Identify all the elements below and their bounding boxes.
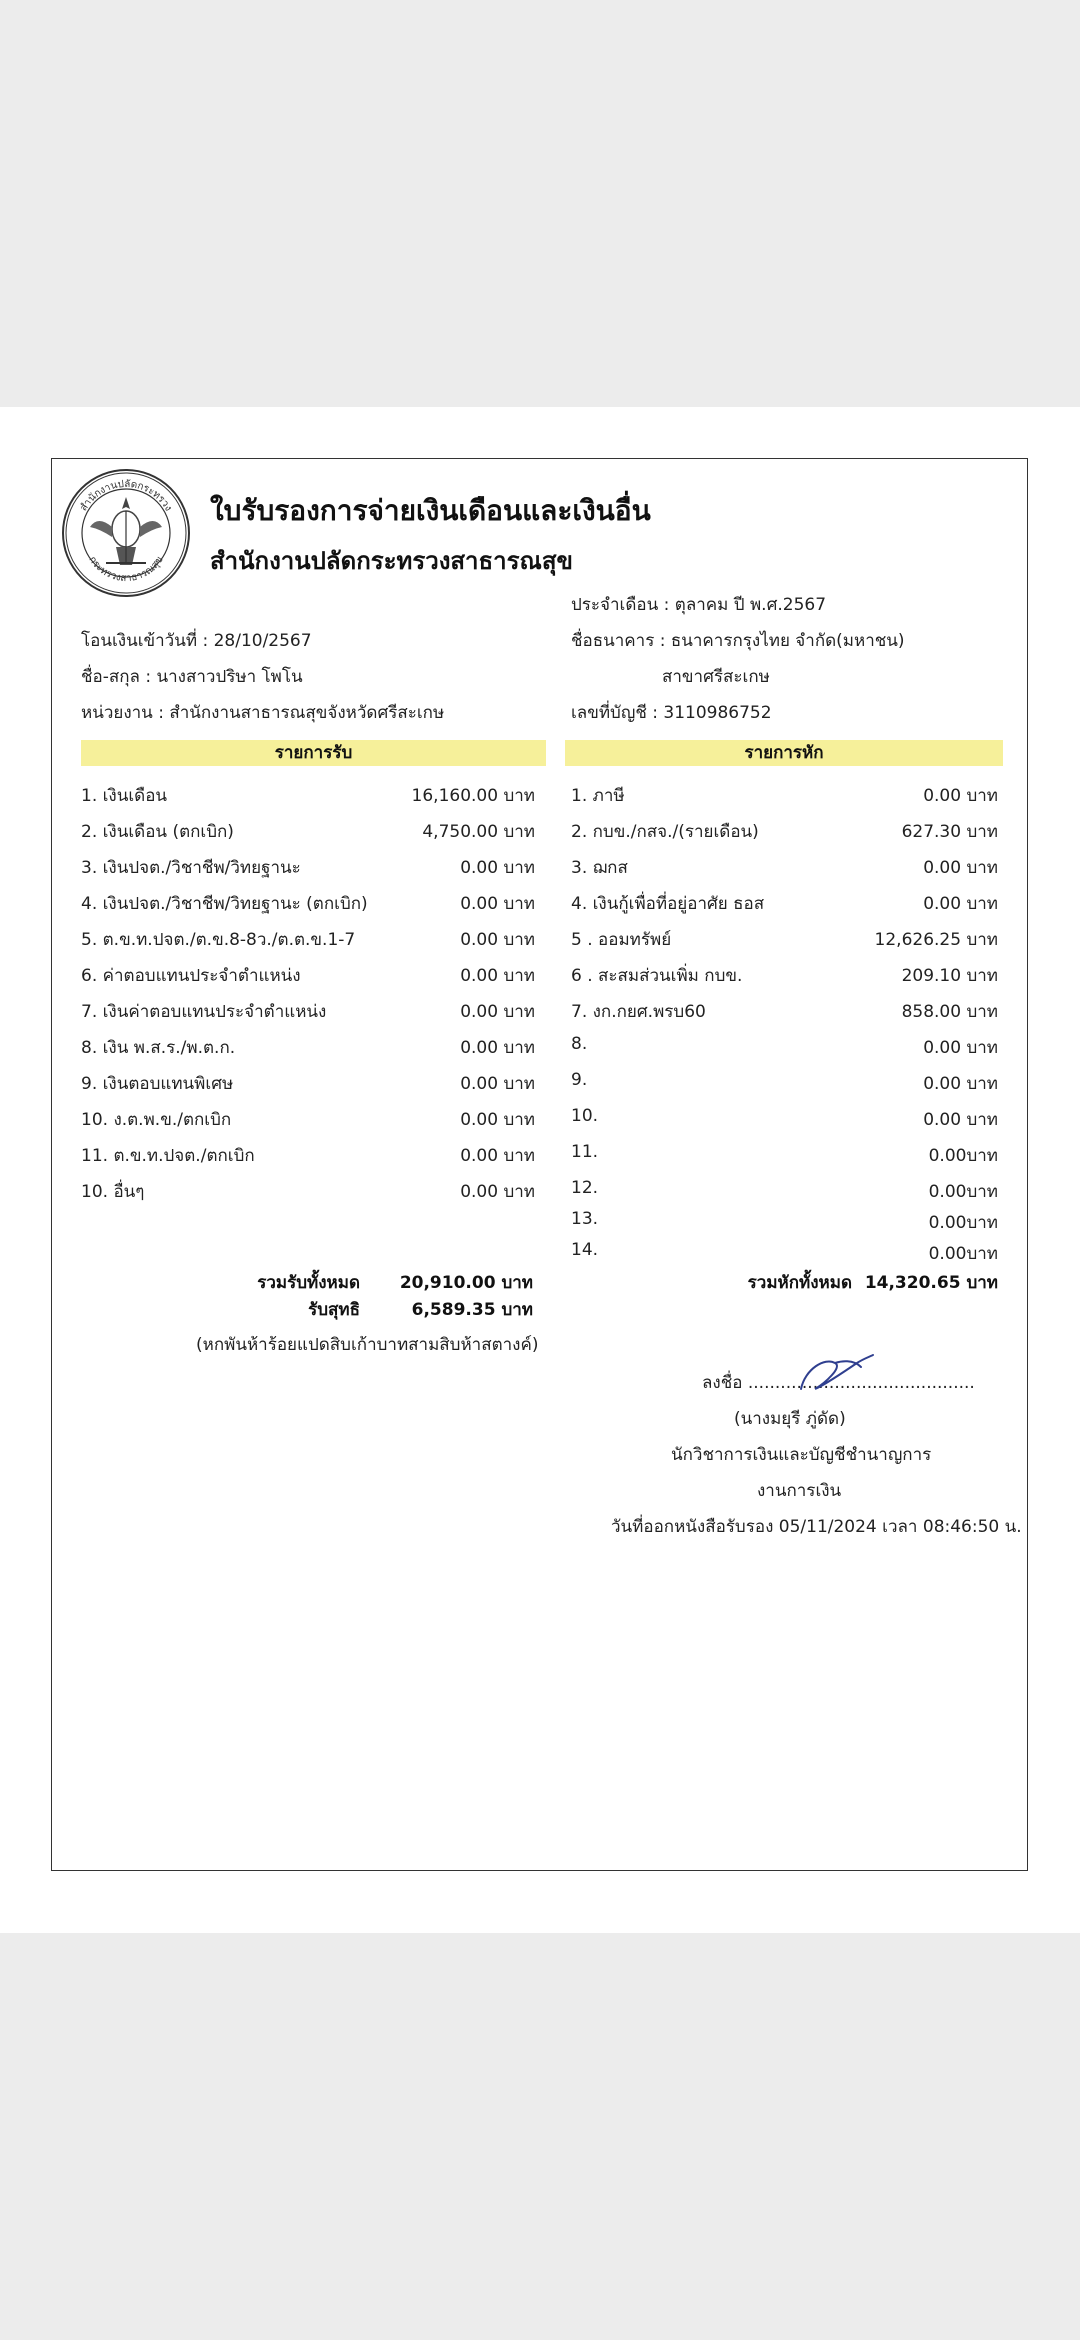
income-item-label: 6. ค่าตอบแทนประจำตำแหน่ง [81,966,301,986]
deduction-item-amount: 0.00 บาท [923,1074,998,1094]
deduction-item-amount: 0.00 บาท [923,894,998,914]
income-item-amount: 0.00 บาท [460,1182,535,1202]
deduction-item-label: 1. ภาษี [571,786,625,806]
deduction-item-amount: 0.00บาท [928,1213,998,1233]
income-item-amount: 0.00 บาท [460,930,535,950]
income-total-value: 20,910.00 บาท [399,1273,533,1293]
income-item-label: 11. ต.ข.ท.ปจต./ตกเบิก [81,1146,255,1166]
income-item-amount: 0.00 บาท [460,858,535,878]
net-pay-value: 6,589.35 บาท [411,1300,533,1320]
net-pay-label: รับสุทธิ [308,1300,360,1320]
deduction-item-amount: 209.10 บาท [901,966,998,986]
income-item-label: 9. เงินตอบแทนพิเศษ [81,1074,234,1094]
income-item-label: 8. เงิน พ.ส.ร./พ.ต.ก. [81,1038,236,1058]
income-item-amount: 0.00 บาท [460,1074,535,1094]
deduction-item-label: 12. [571,1178,599,1198]
handwritten-signature-icon [795,1349,875,1399]
transfer-date: โอนเงินเข้าวันที่ : 28/10/2567 [81,631,312,651]
income-item-amount: 16,160.00 บาท [411,786,535,806]
deduction-item-amount: 627.30 บาท [901,822,998,842]
signature-line: ลงชื่อ .......................................... [702,1373,975,1393]
deduction-total-value: 14,320.65 บาท [864,1273,998,1293]
deduction-item-label: 14. [571,1240,599,1260]
income-total-label: รวมรับทั้งหมด [257,1273,360,1293]
certificate-sheet [0,407,1080,1933]
income-item-amount: 0.00 บาท [460,1002,535,1022]
income-item-label: 3. เงินปจต./วิชาชีพ/วิทยฐานะ [81,858,301,878]
deduction-total-label: รวมหักทั้งหมด [747,1273,852,1293]
income-item-amount: 0.00 บาท [460,966,535,986]
deduction-item-label: 3. ฌกส [571,858,628,878]
income-item-amount: 4,750.00 บาท [422,822,535,842]
svg-text:กระทรวงสาธารณสุข: กระทรวงสาธารณสุข [86,554,166,585]
deduction-header: รายการหัก [565,740,1003,766]
deduction-item-label: 6 . สะสมส่วนเพิ่ม กบข. [571,966,743,986]
deduction-item-amount: 0.00บาท [928,1182,998,1202]
signer-department: งานการเงิน [757,1481,842,1501]
account-number: เลขที่บัญชี : 3110986752 [571,703,772,723]
deduction-item-amount: 0.00 บาท [923,858,998,878]
deduction-item-label: 4. เงินกู้เพื่อที่อยู่อาศัย ธอส [571,894,765,914]
document-title: ใบรับรองการจ่ายเงินเดือนและเงินอื่น [210,494,651,527]
bank-branch: สาขาศรีสะเกษ [662,667,770,687]
document-subtitle: สำนักงานปลัดกระทรวงสาธารณสุข [210,547,573,575]
deduction-item-label: 13. [571,1209,599,1229]
deduction-item-amount: 0.00 บาท [923,1110,998,1130]
deduction-item-amount: 0.00 บาท [923,1038,998,1058]
income-item-amount: 0.00 บาท [460,1146,535,1166]
deduction-item-label: 10. [571,1106,599,1126]
deduction-item-amount: 0.00บาท [928,1244,998,1264]
deduction-item-amount: 12,626.25 บาท [874,930,998,950]
income-item-amount: 0.00 บาท [460,1110,535,1130]
income-item-amount: 0.00 บาท [460,894,535,914]
deduction-item-label: 8. [571,1034,588,1054]
deduction-item-label: 11. [571,1142,599,1162]
signer-name: (นางมยุรี ภู่ดัด) [734,1409,846,1429]
employee-name: ชื่อ-สกุล : นางสาวปริษา โพโน [81,667,303,687]
deduction-item-amount: 0.00 บาท [923,786,998,806]
income-item-amount: 0.00 บาท [460,1038,535,1058]
income-item-label: 4. เงินปจต./วิชาชีพ/วิทยฐานะ (ตกเบิก) [81,894,368,914]
pay-period: ประจำเดือน : ตุลาคม ปี พ.ศ.2567 [571,595,827,615]
deduction-item-amount: 0.00บาท [928,1146,998,1166]
agency: หน่วยงาน : สำนักงานสาธารณสุขจังหวัดศรีสะเกษ [81,703,445,723]
income-item-label: 10. อื่นๆ [81,1182,145,1202]
deduction-item-label: 9. [571,1070,588,1090]
deduction-item-label: 7. งก.กยศ.พรบ60 [571,1002,706,1022]
signer-position: นักวิชาการเงินและบัญชีชำนาญการ [671,1445,932,1465]
deduction-item-label: 2. กบข./กสจ./(รายเดือน) [571,822,759,842]
deduction-item-label: 5 . ออมทรัพย์ [571,930,672,950]
svg-text:สำนักงานปลัดกระทรวง: สำนักงานปลัดกระทรวง [78,478,174,514]
income-item-label: 2. เงินเดือน (ตกเบิก) [81,822,234,842]
bank-name: ชื่อธนาคาร : ธนาคารกรุงไทย จำกัด(มหาชน) [571,631,905,651]
income-item-label: 7. เงินค่าตอบแทนประจำตำแหน่ง [81,1002,327,1022]
income-item-label: 5. ต.ข.ท.ปจต./ต.ข.8-8ว./ต.ต.ข.1-7 [81,930,356,950]
income-item-label: 1. เงินเดือน [81,786,168,806]
deduction-item-amount: 858.00 บาท [901,1002,998,1022]
issue-datetime: วันที่ออกหนังสือรับรอง 05/11/2024 เวลา 08:46:50 น. [611,1517,1022,1537]
ministry-seal-icon [60,467,192,599]
net-pay-in-words: (หกพันห้าร้อยแปดสิบเก้าบาทสามสิบห้าสตางค์) [196,1335,539,1355]
income-header: รายการรับ [81,740,546,766]
income-item-label: 10. ง.ต.พ.ข./ตกเบิก [81,1110,232,1130]
